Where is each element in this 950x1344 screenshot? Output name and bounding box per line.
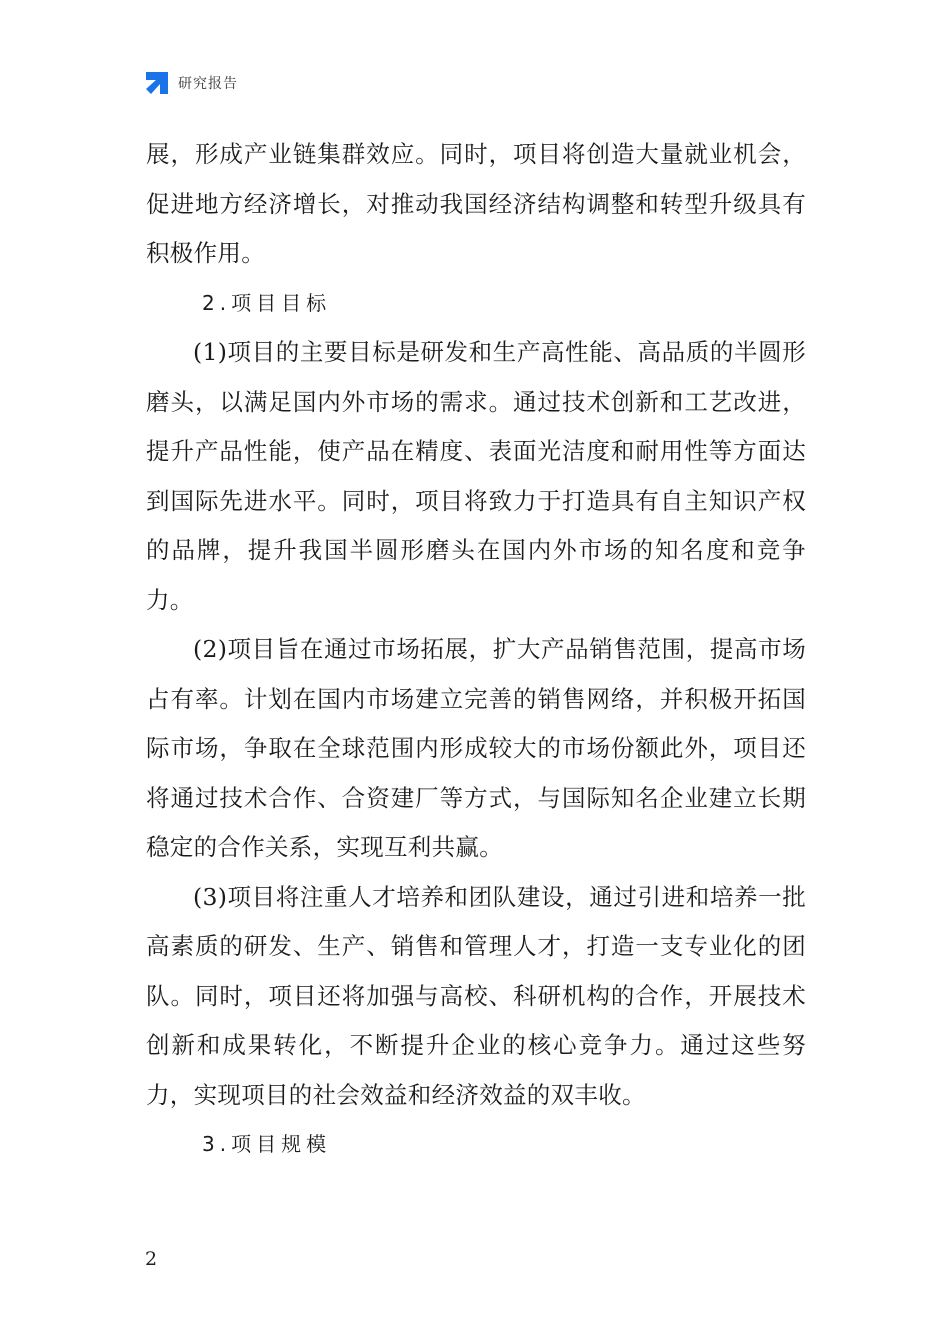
header-title: 研究报告 [178, 76, 238, 92]
section-heading-goals: 2.项目目标 [202, 290, 332, 315]
arrow-up-right-icon [144, 70, 170, 96]
page-number: 2 [145, 1248, 158, 1270]
section-heading-scale: 3.项目规模 [202, 1132, 332, 1156]
paragraph-goal-2: (2)项目旨在通过市场拓展，扩大产品销售范围，提高市场占有率。计划在国内市场建立完善的销售网络，并积极开拓国际市场，争取在全球范围内形成较大的市场份额此外，项目还将通过技术合作、合资建厂等方式，与国际知名企业建立长期稳定的合作关系，实现互利共赢。 [146, 635, 806, 861]
paragraph-goal-3: (3)项目将注重人才培养和团队建设，通过引进和培养一批高素质的研发、生产、销售和管理人才，打造一支专业化的团队。同时，项目还将加强与高校、科研机构的合作，开展技术创新和成果转化，不断提升企业的核心竞争力。通过这些努力，实现项目的社会效益和经济效益的双丰收。 [146, 882, 806, 1109]
paragraph-continuation: 展，形成产业链集群效应。同时，项目将创造大量就业机会，促进地方经济增长，对推动我国经济结构调整和转型升级具有积极作用。 [146, 140, 806, 267]
report-header [144, 69, 238, 97]
document-body [146, 130, 806, 1170]
paragraph-goal-1: (1)项目的主要目标是研发和生产高性能、高品质的半圆形磨头，以满足国内外市场的需求。通过技术创新和工艺改进，提升产品性能，使产品在精度、表面光洁度和耐用性等方面达到国际先进水平。同时，项目将致力于打造具有自主知识产权的品牌，提升我国半圆形磨头在国内外市场的知名度和竞争力。 [146, 338, 806, 614]
